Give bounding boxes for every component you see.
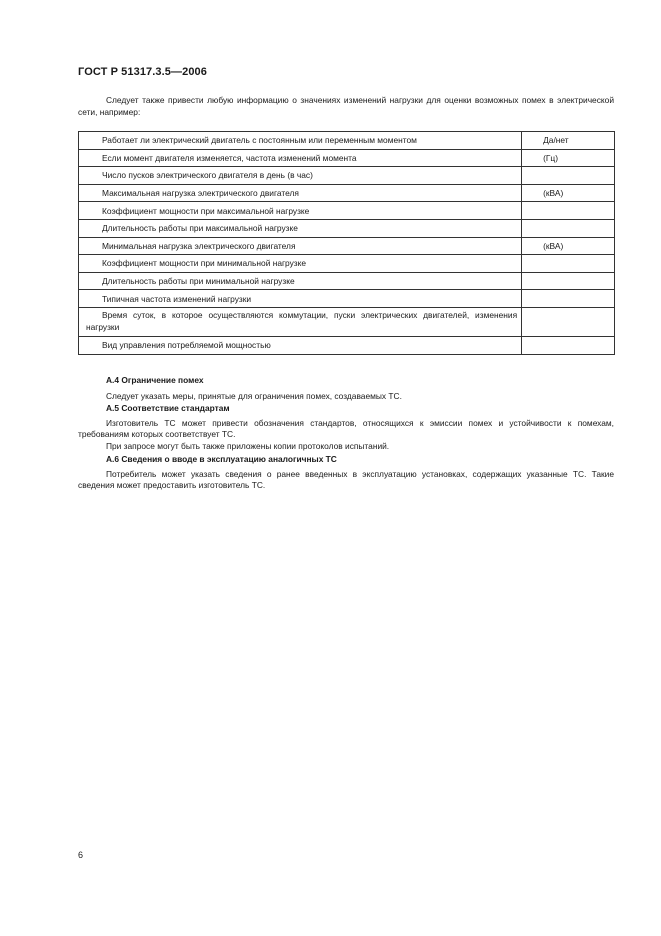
table-row — [79, 167, 615, 185]
parameter-unit — [522, 336, 615, 354]
parameter-label: Работает ли электрический двигатель с постоянным или переменным моментом — [79, 132, 522, 150]
parameter-label: Если момент двигателя изменяется, частота изменений момента — [79, 149, 522, 167]
parameter-label: Типичная частота изменений нагрузки — [79, 290, 522, 308]
table-row — [79, 184, 615, 202]
table-row — [79, 336, 615, 354]
section-paragraph: При запросе могут быть также приложены копии протоколов испытаний. — [106, 440, 390, 451]
parameter-label: Коэффициент мощности при минимальной нагрузке — [79, 255, 522, 273]
table-row — [79, 149, 615, 167]
parameter-unit — [522, 272, 615, 290]
parameter-label: Минимальная нагрузка электрического двигателя — [79, 237, 522, 255]
parameter-label: Число пусков электрического двигателя в день (в час) — [79, 167, 522, 185]
parameter-unit — [522, 219, 615, 237]
table-row — [79, 272, 615, 290]
section-a5 — [78, 403, 614, 452]
parameter-label: Время суток, в которое осуществляются коммутации, пуски электрических двигателей, изменения нагрузки — [79, 307, 522, 336]
table-row — [79, 237, 615, 255]
load-parameters-table — [78, 131, 615, 355]
parameter-label: Длительность работы при максимальной нагрузке — [79, 219, 522, 237]
table-row — [79, 290, 615, 308]
table-row — [79, 202, 615, 220]
parameter-unit: (Гц) — [522, 149, 615, 167]
table-row — [79, 307, 615, 336]
section-paragraph: Следует указать меры, принятые для ограничения помех, создаваемых ТС. — [106, 390, 402, 401]
section-paragraph: Изготовитель ТС может привести обозначения стандартов, относящихся к эмиссии помех и устойчивости к помехам, требованиям которых соответствует ТС. — [78, 417, 614, 439]
section-heading: А.4 Ограничение помех — [106, 375, 204, 385]
section-a4 — [78, 375, 614, 402]
document-code: ГОСТ Р 51317.3.5—2006 — [78, 66, 207, 78]
parameter-unit: Да/нет — [522, 132, 615, 150]
section-paragraph: Потребитель может указать сведения о ранее введенных в эксплуатацию установках, содержащих указанные ТС. Такие сведения может предоставить изготовитель ТС. — [78, 468, 614, 490]
parameter-unit — [522, 307, 615, 336]
parameter-label: Коэффициент мощности при максимальной нагрузке — [79, 202, 522, 220]
table-row — [79, 255, 615, 273]
parameter-unit — [522, 255, 615, 273]
table-row — [79, 219, 615, 237]
parameter-unit — [522, 167, 615, 185]
intro-paragraph: Следует также привести любую информацию о значениях изменений нагрузки для оценки возможных помех в электрической сети, например: — [78, 95, 614, 117]
parameter-unit: (кВА) — [522, 237, 615, 255]
parameter-label: Длительность работы при минимальной нагрузке — [79, 272, 522, 290]
parameter-label: Максимальная нагрузка электрического двигателя — [79, 184, 522, 202]
section-a6 — [78, 454, 614, 492]
parameter-label: Вид управления потребляемой мощностью — [79, 336, 522, 354]
section-heading: А.6 Сведения о вводе в эксплуатацию аналогичных ТС — [106, 454, 337, 464]
section-heading: А.5 Соответствие стандартам — [106, 403, 230, 413]
page-number: 6 — [78, 850, 84, 860]
table-row — [79, 132, 615, 150]
parameter-unit — [522, 202, 615, 220]
parameter-unit — [522, 290, 615, 308]
parameter-unit: (кВА) — [522, 184, 615, 202]
